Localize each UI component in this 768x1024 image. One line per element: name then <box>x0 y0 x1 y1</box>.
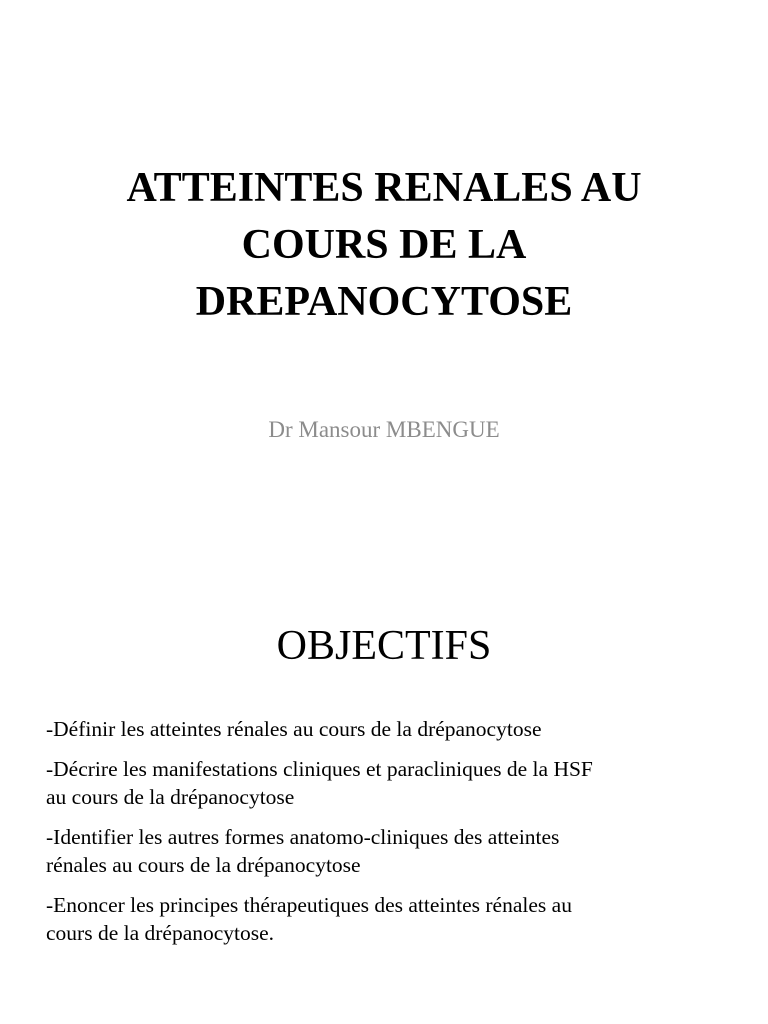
title-line: DREPANOCYTOSE <box>195 279 573 325</box>
presentation-title <box>0 160 768 331</box>
objective-line: -Définir les atteintes rénales au cours de la drépanocytose <box>46 717 542 741</box>
title-line: COURS DE LA <box>241 222 527 268</box>
objective-item <box>46 823 736 879</box>
objectives-list <box>46 715 736 959</box>
objective-line: au cours de la drépanocytose <box>46 785 295 809</box>
title-line: ATTEINTES RENALES AU <box>126 165 642 211</box>
objective-line: -Décrire les manifestations cliniques et paracliniques de la HSF <box>46 757 593 781</box>
author-name: Dr Mansour MBENGUE <box>268 417 500 442</box>
objective-line: rénales au cours de la drépanocytose <box>46 853 361 877</box>
objective-item <box>46 755 736 811</box>
objective-line: -Identifier les autres formes anatomo-cliniques des atteintes <box>46 825 560 849</box>
objectives-slide <box>0 512 768 1024</box>
objective-line: cours de la drépanocytose. <box>46 921 275 945</box>
objectives-heading: OBJECTIFS <box>276 623 492 669</box>
objective-item <box>46 715 736 743</box>
objective-item <box>46 891 736 947</box>
objective-line: -Enoncer les principes thérapeutiques des atteintes rénales au <box>46 893 572 917</box>
